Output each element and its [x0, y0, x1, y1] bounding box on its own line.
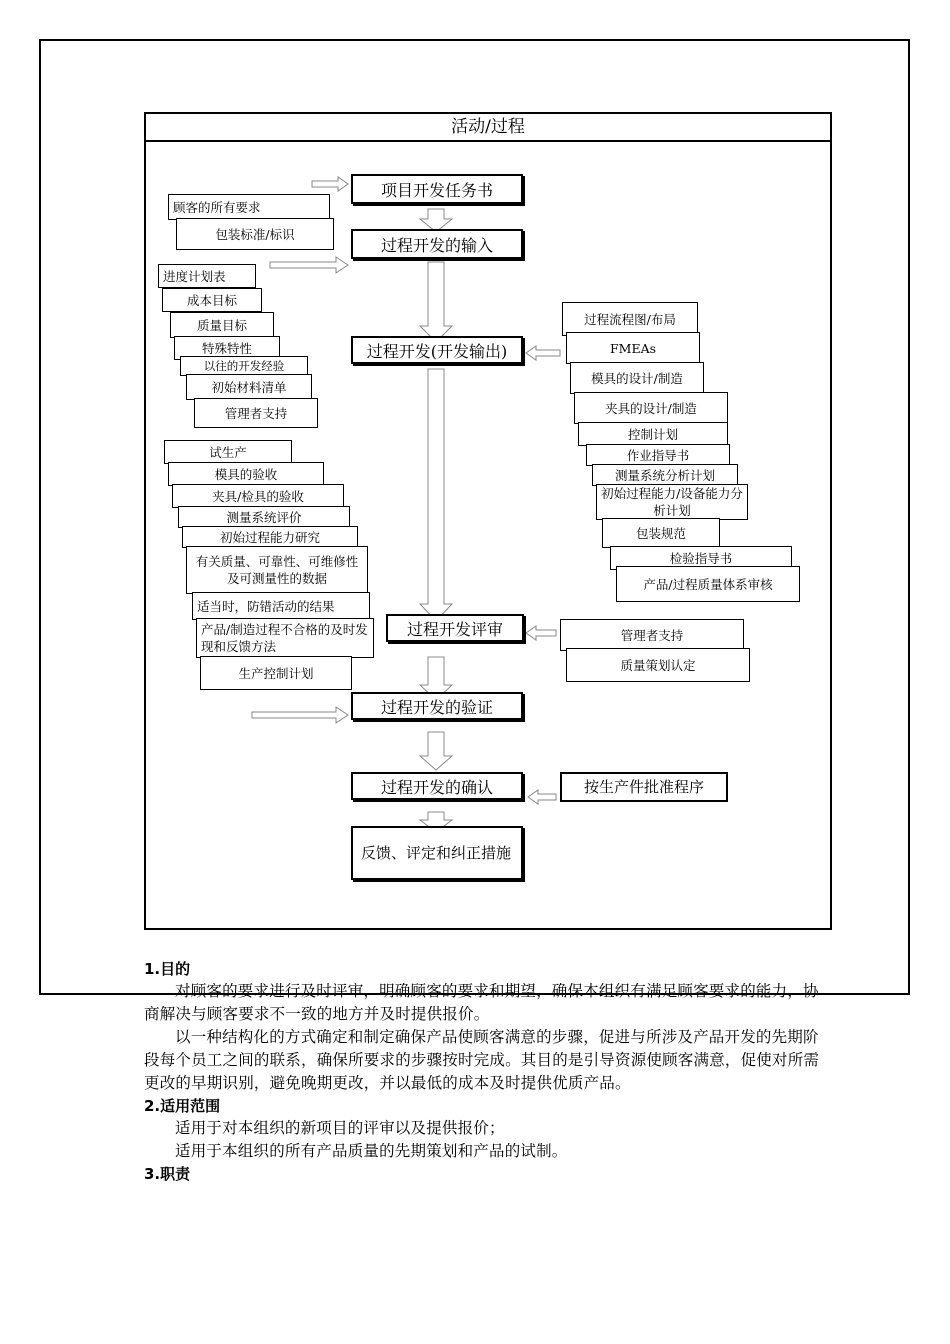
- doc-error-proofing-results: 适当时，防错活动的结果: [192, 592, 370, 620]
- doc-cost-target: 成本目标: [162, 288, 262, 312]
- doc-quality-planning-signoff: 质量策划认定: [566, 648, 750, 682]
- doc-production-control-plan: 生产控制计划: [200, 656, 352, 690]
- arrow-down-3: [420, 369, 452, 621]
- step-task-book: 项目开发任务书: [351, 174, 523, 204]
- doc-quality-system-audit: 产品/过程质量体系审核: [616, 566, 800, 602]
- doc-initial-capability-study: 初始过程能力研究: [182, 526, 358, 548]
- section-2-heading: 2.适用范围: [144, 1097, 221, 1115]
- doc-ppap: 按生产件批准程序: [560, 772, 728, 802]
- doc-special-characteristics: 特殊特性: [174, 336, 280, 360]
- doc-msa-evaluation: 测量系统评价: [178, 506, 350, 528]
- arrow-right-2: [270, 257, 348, 273]
- doc-mold-acceptance: 模具的验收: [168, 462, 324, 486]
- doc-quality-reliability-data: 有关质量、可靠性、可维修性及可测量性的数据: [186, 546, 368, 594]
- arrow-left-1: [526, 346, 560, 360]
- section-3-heading: 3.职责: [144, 1165, 191, 1183]
- doc-msa-plan: 测量系统分析计划: [592, 464, 738, 486]
- doc-initial-material-list: 初始材料清单: [186, 374, 312, 400]
- step-review: 过程开发评审: [386, 614, 524, 642]
- doc-management-support-2: 管理者支持: [560, 619, 744, 651]
- arrow-down-5: [420, 732, 452, 770]
- step-input: 过程开发的输入: [351, 229, 523, 259]
- doc-management-support-1: 管理者支持: [194, 398, 318, 428]
- arrow-right-1: [312, 177, 348, 191]
- process-flow-chart: [144, 112, 832, 930]
- doc-customer-requirements: 顾客的所有要求: [168, 194, 330, 220]
- arrow-left-3: [528, 790, 556, 804]
- doc-work-instruction: 作业指导书: [586, 444, 730, 466]
- doc-capability-plan: 初始过程能力/设备能力分析计划: [596, 484, 748, 520]
- doc-control-plan: 控制计划: [578, 422, 728, 446]
- chart-title: 活动/过程: [146, 114, 830, 142]
- doc-quality-target: 质量目标: [170, 312, 274, 338]
- section-2-paragraph-2: 适用于本组织的所有产品质量的先期策划和产品的试制。: [175, 1142, 568, 1160]
- step-feedback: 反馈、评定和纠正措施: [351, 826, 523, 880]
- section-1-paragraph-2: 以一种结构化的方式确定和制定确保产品使顾客满意的步骤，促进与所涉及产品开发的先期阶段每个员工之间的联系，确保所要求的步骤按时完成。其目的是引导资源使顾客满意，促使对所需更改的早期识别，避免晚期更改，并以最低的成本及时提供优质产品。: [144, 1028, 820, 1092]
- doc-mold-design: 模具的设计/制造: [570, 362, 704, 394]
- doc-packaging-spec: 包装规范: [602, 518, 720, 548]
- document-body: [144, 958, 830, 1185]
- arrow-down-2: [420, 262, 452, 342]
- doc-fixture-acceptance: 夹具/检具的验收: [172, 484, 344, 508]
- doc-inspection-instruction: 检验指导书: [610, 546, 792, 570]
- doc-past-experience: 以往的开发经验: [180, 356, 308, 376]
- doc-process-flow-layout: 过程流程图/布局: [562, 302, 698, 336]
- section-1-heading: 1.目的: [144, 960, 191, 978]
- step-verification: 过程开发的验证: [351, 692, 523, 720]
- doc-nonconformance-feedback: 产品/制造过程不合格的及时发现和反馈方法: [196, 618, 374, 658]
- doc-trial-production: 试生产: [164, 440, 292, 464]
- arrow-left-2: [526, 626, 556, 640]
- doc-fmeas: FMEAs: [566, 332, 700, 364]
- section-2-paragraph-1: 适用于对本组织的新项目的评审以及提供报价；: [175, 1119, 505, 1137]
- step-output: 过程开发(开发输出): [351, 336, 523, 364]
- doc-packaging-standard: 包装标准/标识: [176, 218, 334, 250]
- arrow-right-3: [252, 707, 348, 723]
- doc-fixture-design: 夹具的设计/制造: [574, 392, 728, 424]
- doc-schedule: 进度计划表: [158, 264, 256, 288]
- section-1-paragraph-1: 对顾客的要求进行及时评审，明确顾客的要求和期望，确保本组织有满足顾客要求的能力，协商解决与顾客要求不一致的地方并及时提供报价。: [144, 982, 819, 1023]
- step-confirmation: 过程开发的确认: [351, 772, 523, 800]
